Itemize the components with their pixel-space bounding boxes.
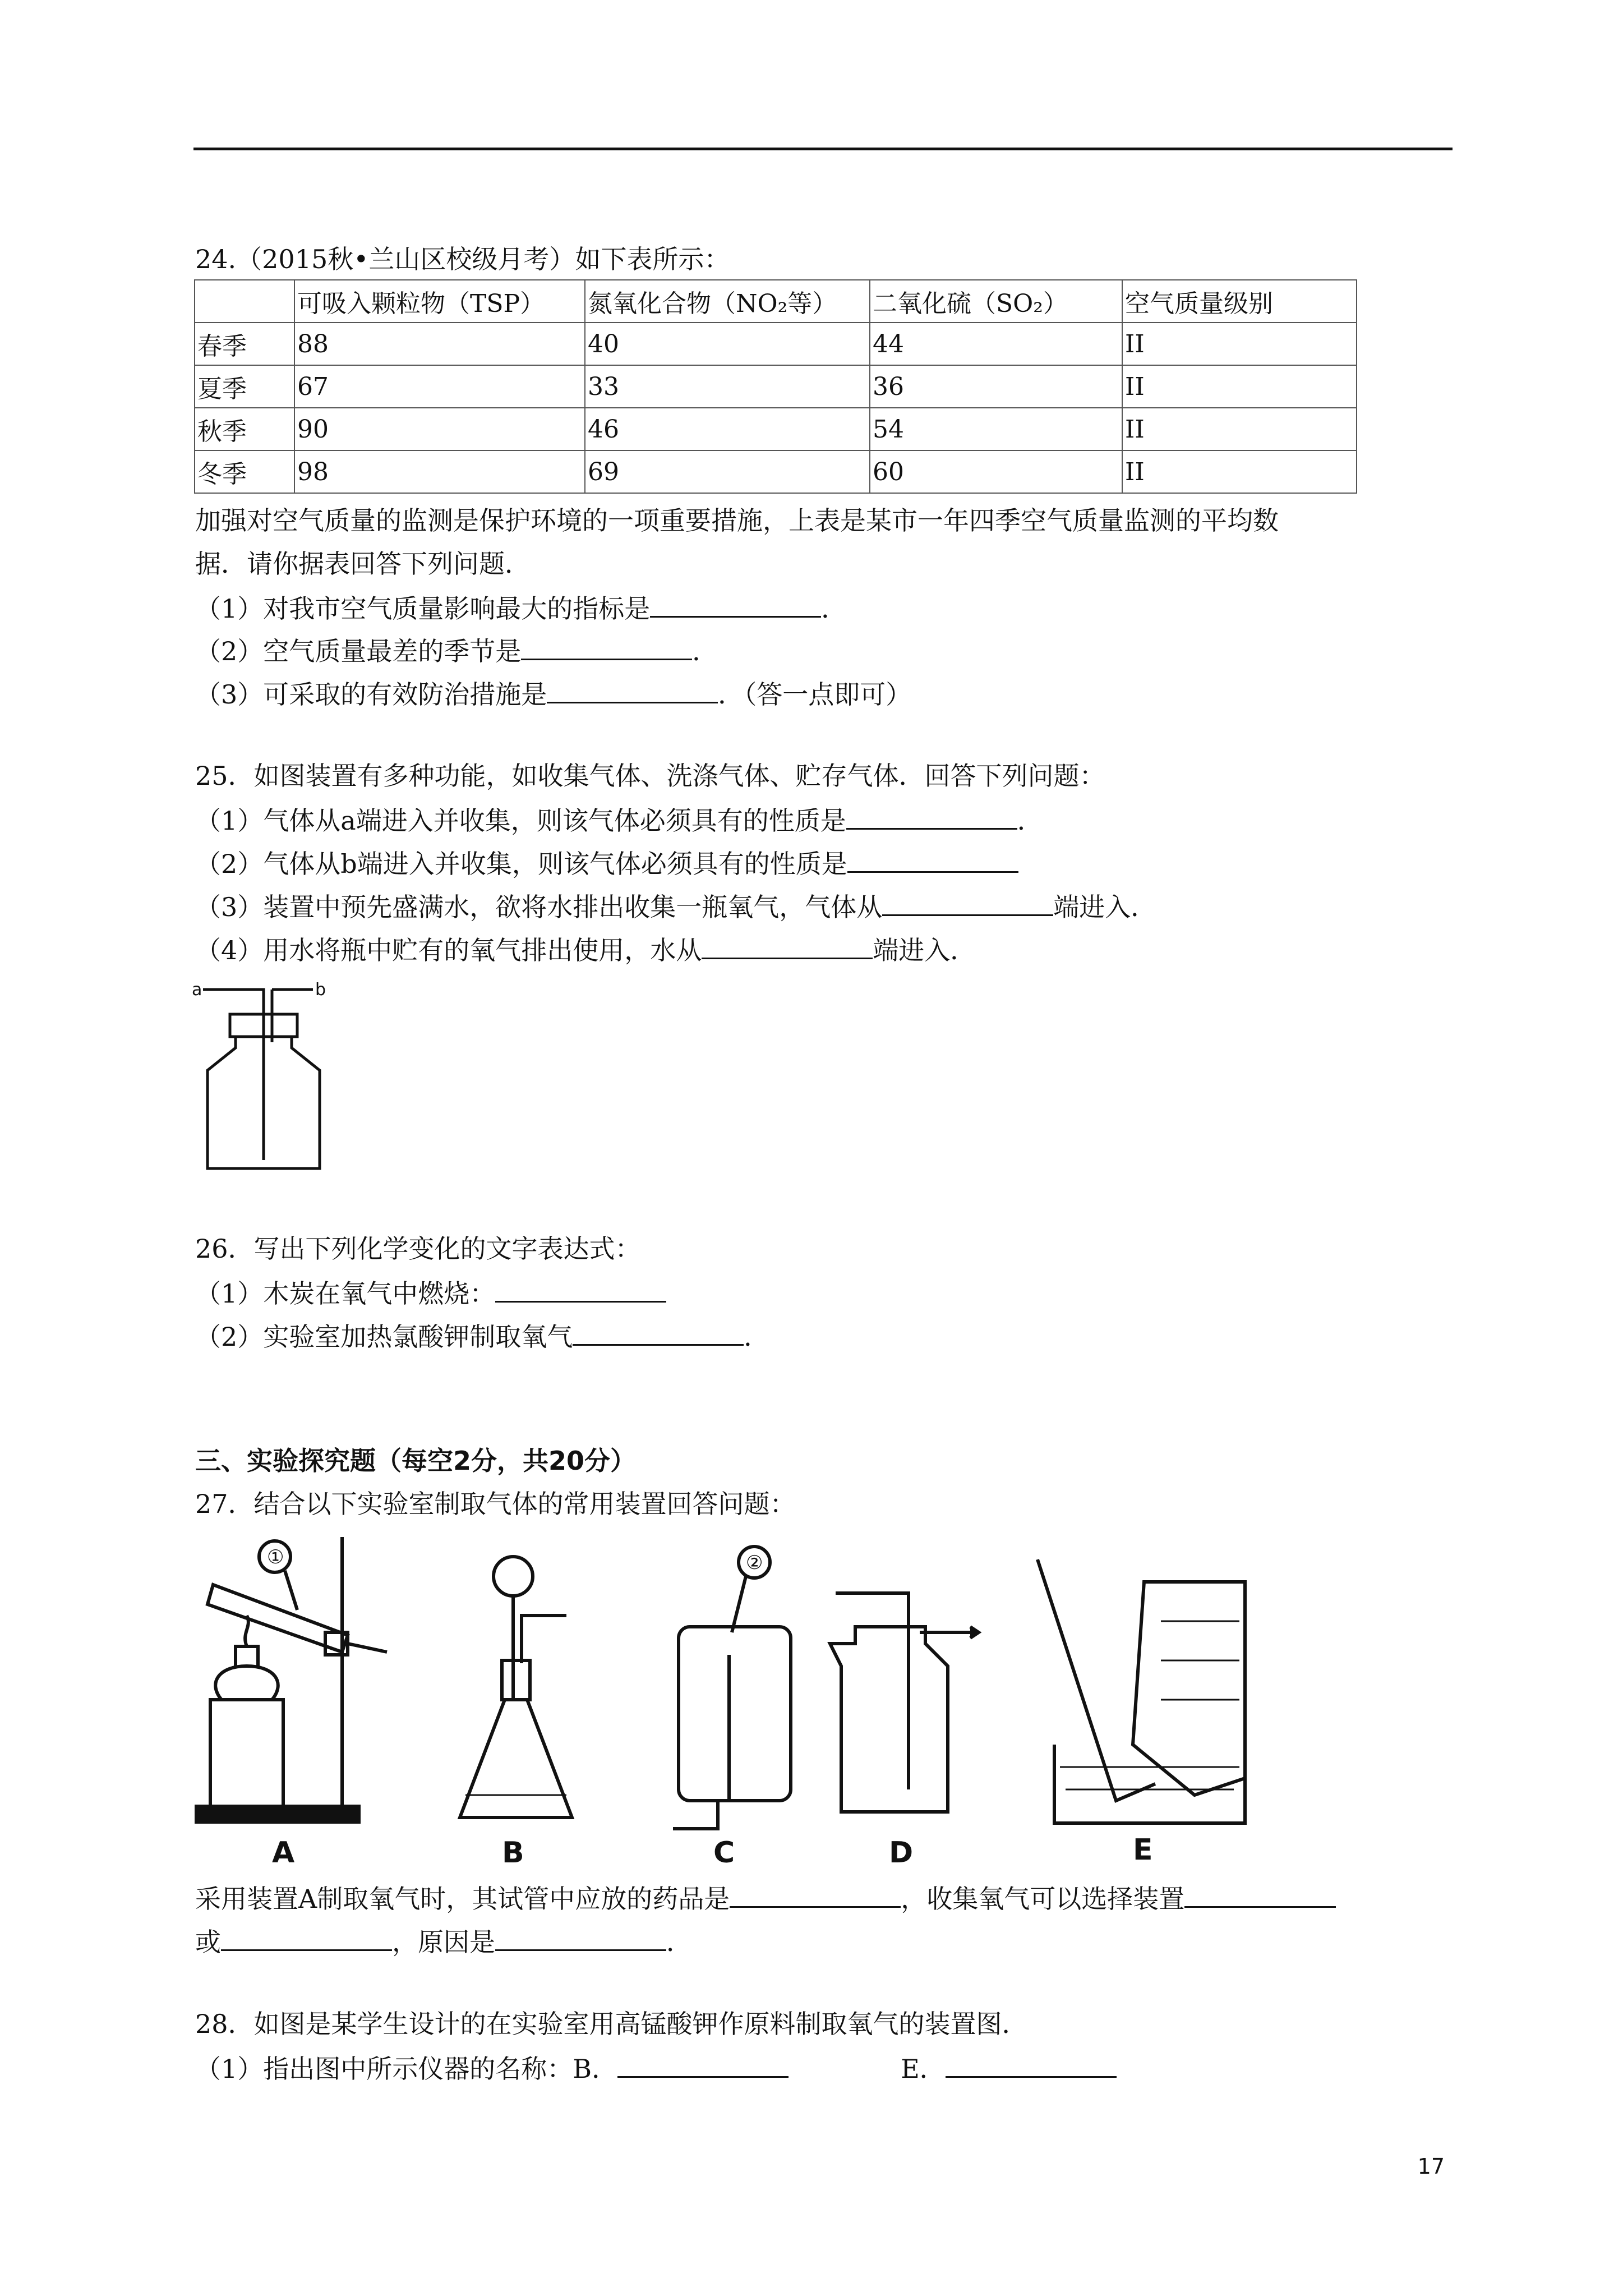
table-cell: 33 — [585, 365, 870, 408]
answer-blank[interactable] — [1184, 1880, 1336, 1908]
table-row — [195, 450, 1357, 493]
q25-question-3: （3）装置中预先盛满水，欲将水排出收集一瓶氧气，气体从 端进入． — [195, 889, 1156, 924]
answer-blank[interactable] — [650, 590, 821, 618]
q25-question-2: （2）气体从b端进入并收集，则该气体必须具有的性质是 — [195, 845, 1018, 881]
table-header-cell: 空气质量级别 — [1122, 280, 1357, 323]
answer-blank[interactable] — [730, 1880, 901, 1908]
table-cell: II — [1122, 408, 1357, 450]
table-cell: 36 — [870, 365, 1122, 408]
table-cell: 秋季 — [195, 408, 294, 450]
q28-title: 28．如图是某学生设计的在实验室用高锰酸钾作原料制取氧气的装置图． — [195, 2009, 1028, 2039]
q26-question-2: （2）实验室加热氯酸钾制取氧气 ． — [195, 1318, 769, 1354]
answer-blank[interactable] — [617, 2050, 789, 2078]
q27-title: 27．结合以下实验室制取气体的常用装置回答问题： — [195, 1489, 796, 1519]
header-rule — [193, 148, 1453, 150]
answer-blank[interactable] — [495, 1924, 666, 1951]
circle-label-2: ② — [746, 1552, 763, 1574]
table-cell: 54 — [870, 408, 1122, 450]
q25-question-1: （1）气体从a端进入并收集，则该气体必须具有的性质是 ． — [195, 802, 1043, 838]
answer-blank[interactable] — [547, 676, 718, 703]
port-b-label: b — [315, 980, 326, 1000]
apparatus-label-d: D — [889, 1836, 914, 1868]
table-cell: 60 — [870, 450, 1122, 493]
q24-question-2: （2）空气质量最差的季节是 ． — [195, 633, 718, 668]
table-header-cell: 可吸入颗粒物（TSP） — [294, 280, 585, 323]
apparatus-b — [460, 1557, 572, 1818]
answer-blank[interactable] — [495, 1275, 666, 1303]
table-header-cell: 氮氧化合物（NO₂等） — [585, 280, 870, 323]
q24-paragraph-line1: 加强对空气质量的监测是保护环境的一项重要措施，上表是某市一年四季空气质量监测的平均数 — [195, 505, 1279, 536]
table-header-cell — [195, 280, 294, 323]
answer-blank[interactable] — [221, 1924, 392, 1951]
apparatus-label-a: A — [272, 1836, 295, 1868]
air-quality-table — [194, 279, 1357, 494]
table-cell: 40 — [585, 323, 870, 365]
apparatus-d — [830, 1593, 979, 1812]
apparatus-c — [673, 1547, 791, 1829]
q24-paragraph-line2: 据．请你据表回答下列问题． — [195, 549, 531, 579]
table-cell: 69 — [585, 450, 870, 493]
answer-blank[interactable] — [946, 2050, 1117, 2078]
table-cell: II — [1122, 365, 1357, 408]
q25-question-4: （4）用水将瓶中贮有的氧气排出使用，水从 端进入． — [195, 932, 976, 967]
table-cell: 88 — [294, 323, 585, 365]
port-a-label: a — [192, 980, 202, 1000]
page-number: 17 — [1417, 2154, 1445, 2179]
table-row — [195, 365, 1357, 408]
answer-blank[interactable] — [573, 1318, 744, 1346]
table-cell: 90 — [294, 408, 585, 450]
table-row — [195, 408, 1357, 450]
table-header-row — [195, 280, 1357, 323]
table-cell: II — [1122, 450, 1357, 493]
lab-apparatus-figure — [191, 1531, 1312, 1868]
apparatus-label-e: E — [1133, 1833, 1153, 1867]
answer-blank[interactable] — [702, 932, 873, 959]
apparatus-label-b: B — [502, 1836, 524, 1868]
q25-title: 25．如图装置有多种功能，如收集气体、洗涤气体、贮存气体．回答下列问题： — [195, 761, 1105, 791]
q24-title: 24.（2015秋•兰山区校级月考）如下表所示： — [195, 244, 730, 274]
q26-title: 26．写出下列化学变化的文字表达式： — [195, 1234, 641, 1264]
table-cell: 98 — [294, 450, 585, 493]
q28-question-1: （1）指出图中所示仪器的名称：B． E． — [195, 2050, 1117, 2086]
table-cell: 67 — [294, 365, 585, 408]
table-cell: II — [1122, 323, 1357, 365]
table-cell: 春季 — [195, 323, 294, 365]
table-cell: 46 — [585, 408, 870, 450]
table-header-cell: 二氧化硫（SO₂） — [870, 280, 1122, 323]
apparatus-e — [1038, 1559, 1245, 1823]
table-cell: 44 — [870, 323, 1122, 365]
q26-question-1: （1）木炭在氧气中燃烧： — [195, 1275, 666, 1310]
answer-blank[interactable] — [847, 845, 1018, 873]
gas-washing-bottle-figure — [191, 975, 336, 1177]
q27-line-2: 或 ，原因是 ． — [195, 1924, 692, 1959]
apparatus-label-c: C — [713, 1836, 735, 1868]
section-3-heading: 三、实验探究题（每空2分，共20分） — [195, 1446, 637, 1476]
answer-blank[interactable] — [846, 802, 1017, 830]
q27-line-1: 采用装置A制取氧气时，其试管中应放的药品是 ，收集氧气可以选择装置 — [195, 1880, 1336, 1916]
table-cell: 冬季 — [195, 450, 294, 493]
table-cell: 夏季 — [195, 365, 294, 408]
q24-question-1: （1）对我市空气质量影响最大的指标是 ． — [195, 590, 847, 625]
apparatus-a — [196, 1537, 387, 1822]
circle-label-1: ① — [267, 1546, 284, 1568]
q24-question-3: （3）可采取的有效防治措施是 ．（答一点即可） — [195, 676, 911, 711]
answer-blank[interactable] — [521, 633, 692, 660]
table-row — [195, 323, 1357, 365]
answer-blank[interactable] — [882, 889, 1053, 916]
